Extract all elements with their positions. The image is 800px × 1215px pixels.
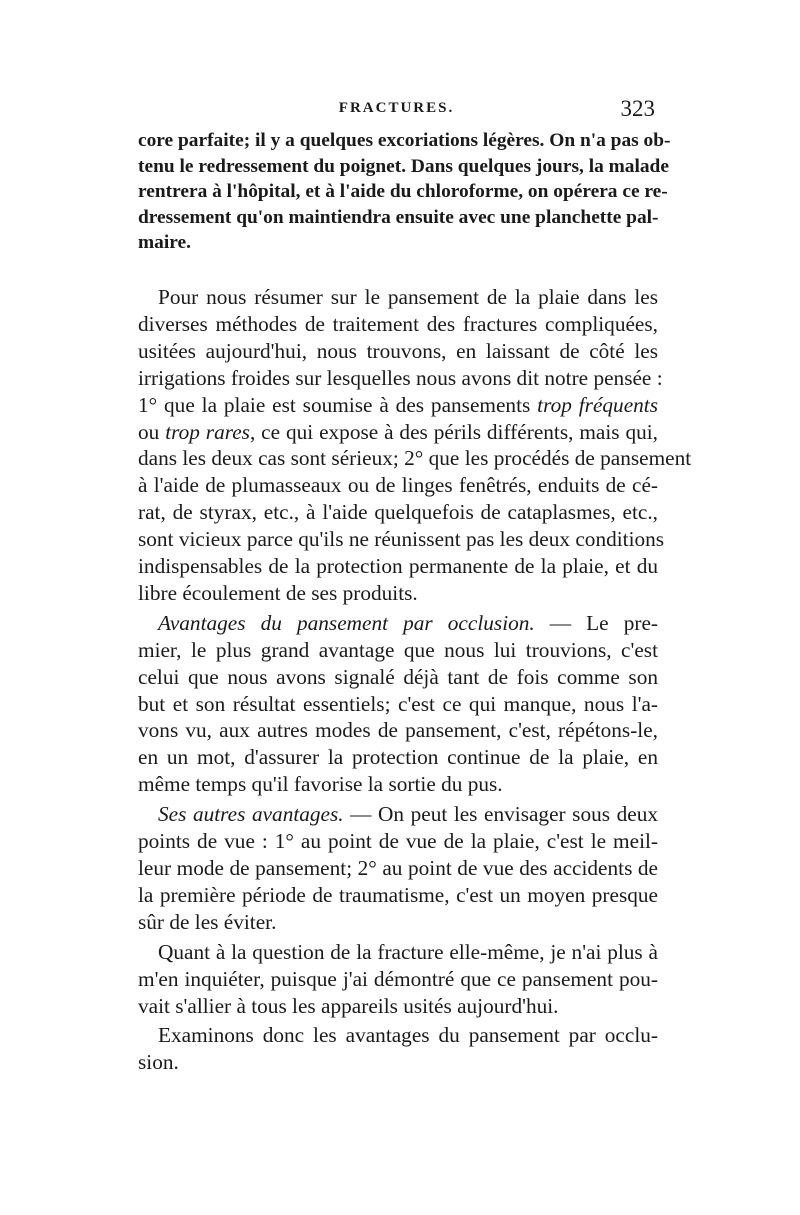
text-line: à l'aide de plumasseaux ou de linges fenêtrés, enduits de cé- bbox=[138, 473, 658, 498]
page-header bbox=[138, 96, 655, 126]
paragraph-summary bbox=[138, 284, 692, 607]
text-line: dans les deux cas sont sérieux; 2° que les procédés de pansement bbox=[138, 446, 692, 471]
text-line: rentrera à l'hôpital, et à l'aide du chloroforme, on opérera ce re- bbox=[138, 181, 668, 203]
text-line: maire. bbox=[138, 232, 191, 254]
section-heading-italic: Ses autres avantages. bbox=[158, 802, 344, 827]
italic-phrase: trop fréquents bbox=[537, 392, 658, 417]
paragraph-fracture bbox=[138, 939, 658, 1020]
paragraph-conclusion bbox=[138, 1022, 658, 1076]
text-line: libre écoulement de ses produits. bbox=[138, 580, 418, 605]
line-text: , ce qui expose à des périls différents, mais qui, bbox=[249, 419, 658, 444]
text-line: la première période de traumatisme, c'est un moyen presque bbox=[138, 882, 658, 907]
text-line: points de vue : 1° au point de vue de la plaie, c'est le meil- bbox=[138, 829, 658, 854]
text-line: vait s'allier à tous les appareils usités aujourd'hui. bbox=[138, 993, 559, 1018]
line-text: ou bbox=[138, 419, 166, 444]
text-line: core parfaite; il y a quelques excoriations légères. On n'a pas ob- bbox=[138, 130, 671, 151]
text-line: diverses méthodes de traitement des fractures compliquées, bbox=[138, 311, 658, 336]
text-line: leur mode de pansement; 2° au point de vue des accidents de bbox=[138, 856, 658, 880]
text-line bbox=[138, 801, 658, 828]
line-text: — Le pre- bbox=[534, 610, 658, 635]
text-line: sûr de les éviter. bbox=[138, 909, 277, 934]
text-line: rat, de styrax, etc., à l'aide quelquefois de cataplasmes, etc., bbox=[138, 500, 658, 525]
text-line: indispensables de la protection permanente de la plaie, et du bbox=[138, 554, 658, 579]
main-text bbox=[138, 284, 692, 1076]
text-line: Pour nous résumer sur le pansement de la plaie dans les bbox=[158, 284, 658, 309]
paragraph-advantages bbox=[138, 610, 658, 798]
text-line: sont vicieux parce qu'ils ne réunissent pas les deux conditions bbox=[138, 527, 665, 552]
text-line: tenu le redressement du poignet. Dans quelques jours, la malade bbox=[138, 155, 669, 177]
text-line: Examinons donc les avantages du pansement par occlu- bbox=[158, 1023, 658, 1048]
text-line bbox=[138, 419, 658, 446]
paragraph-other-advantages bbox=[138, 801, 658, 936]
text-line: mier, le plus grand avantage que nous lui trouvions, c'est bbox=[138, 637, 658, 662]
line-text: 1° que la plaie est soumise à des pansements bbox=[138, 392, 538, 417]
text-line: m'en inquiéter, puisque j'ai démontré que ce pansement pou- bbox=[138, 966, 658, 991]
text-line bbox=[138, 392, 658, 419]
text-line bbox=[138, 610, 658, 637]
text-line: dressement qu'on maintiendra ensuite avec une planchette pal- bbox=[138, 206, 659, 228]
text-line: usitées aujourd'hui, nous trouvons, en laissant de côté les bbox=[138, 338, 658, 363]
running-title: FRACTURES. bbox=[338, 100, 455, 116]
page-number: 323 bbox=[620, 96, 655, 121]
text-line: même temps qu'il favorise la sortie du pus. bbox=[138, 772, 503, 797]
text-line: irrigations froides sur lesquelles nous avons dit notre pensée : bbox=[138, 365, 663, 390]
section-heading-italic: Avantages du pansement par occlusion. bbox=[158, 610, 535, 635]
line-text: — On peut les envisager sous deux bbox=[343, 802, 658, 827]
text-line: en un mot, d'assurer la protection continue de la plaie, en bbox=[138, 745, 658, 770]
text-line: sion. bbox=[138, 1050, 179, 1075]
text-line: celui que nous avons signalé déjà tant de fois comme son bbox=[138, 664, 658, 689]
page-body bbox=[138, 128, 692, 1076]
intro-paragraph bbox=[138, 128, 671, 256]
text-line: Quant à la question de la fracture elle-même, je n'ai plus à bbox=[158, 939, 658, 964]
italic-phrase: trop rares bbox=[165, 419, 250, 444]
text-line: vons vu, aux autres modes de pansement, c'est, répétons-le, bbox=[138, 718, 658, 743]
text-line: but et son résultat essentiels; c'est ce qui manque, nous l'a- bbox=[138, 691, 658, 716]
